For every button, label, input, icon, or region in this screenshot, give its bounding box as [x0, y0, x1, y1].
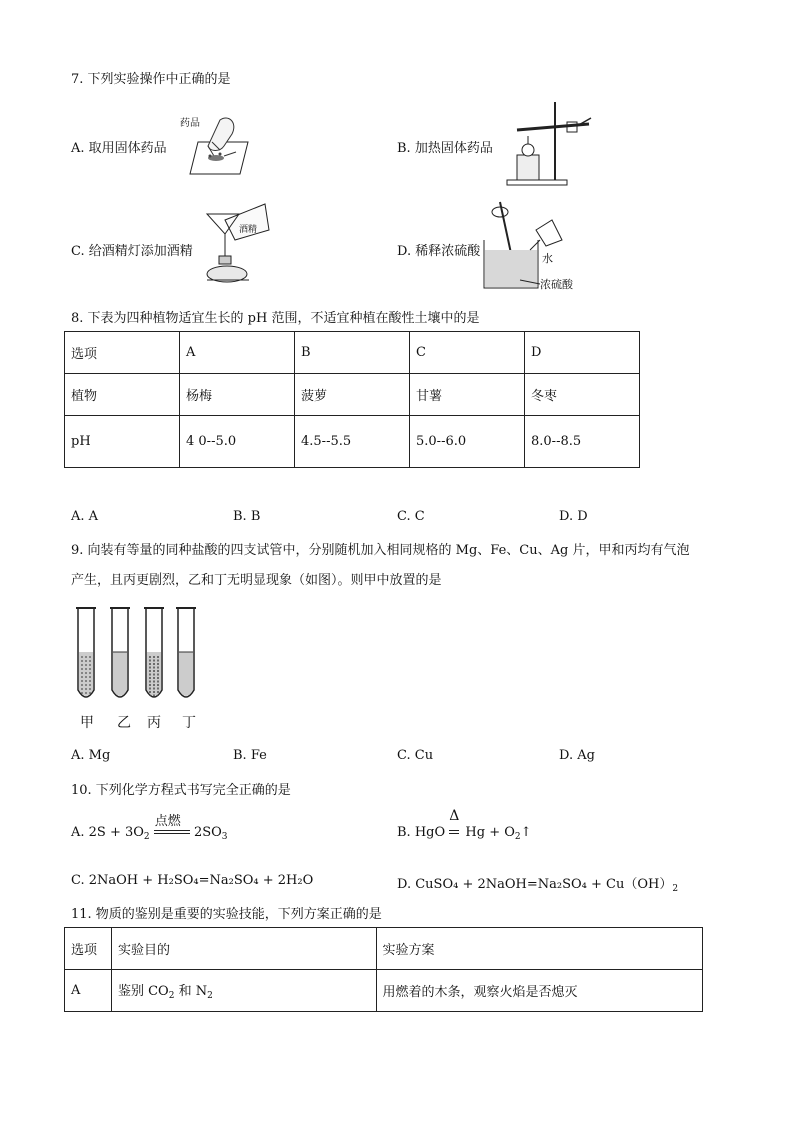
q8-option-b: B. B [233, 509, 261, 524]
q9-stem-line1: 9. 向装有等量的同种盐酸的四支试管中，分别随机加入相同规格的 Mg、Fe、Cu、Ag 片，甲和丙均有气泡 [71, 543, 690, 558]
q7-image-a-label: 药品 [180, 118, 200, 129]
q8-ph-table [64, 331, 640, 468]
test-tube-1-icon [76, 608, 96, 698]
q11-goal-subscript: 2 [168, 991, 175, 1001]
q10-d-subscript: 2 [672, 884, 679, 894]
q11-goal-prefix: 鉴别 CO [117, 984, 169, 999]
q9-option-d: D. Ag [559, 748, 595, 763]
equal-sign-line [154, 833, 190, 834]
q7-image-a-solid-medicine-icon [180, 112, 250, 178]
q10-option-b [397, 807, 532, 842]
table-cell: 植物 [65, 374, 180, 416]
table-cell: 选项 [65, 332, 180, 374]
q7-option-a: A. 取用固体药品 [71, 141, 167, 156]
table-cell: B [295, 332, 410, 374]
q7-image-d-water-label: 水 [542, 252, 553, 265]
test-tube-3-icon [144, 608, 164, 698]
table-header-cell: 实验方案 [376, 928, 702, 970]
table-cell: 用燃着的木条，观察火焰是否熄灭 [376, 970, 702, 1012]
table-cell: 杨梅 [180, 374, 295, 416]
q7-option-d: D. 稀释浓硫酸 [397, 244, 481, 259]
q10-a-reactants: A. 2S + 3O [71, 825, 144, 840]
q10-d-equation: D. CuSO₄ + 2NaOH=Na₂SO₄ + Cu（OH） [397, 877, 673, 892]
table-cell: 菠萝 [295, 374, 410, 416]
test-tube-4-icon [176, 608, 196, 697]
q10-b-condition-text: Δ [449, 807, 460, 824]
q10-a-product-subscript: 3 [221, 832, 228, 842]
equal-sign-line [449, 833, 459, 834]
q11-identification-table [64, 927, 703, 1012]
q10-option-a [71, 813, 228, 842]
q8-option-c: C. C [397, 509, 425, 524]
q10-b-products: Hg + O [465, 825, 515, 840]
q9-option-b: B. Fe [233, 748, 267, 763]
q10-b-condition [449, 807, 461, 840]
q10-b-gas-arrow: ↑ [520, 825, 532, 840]
table-cell: 4 0--5.0 [180, 416, 295, 468]
q10-b-subscript: 2 [514, 832, 521, 842]
equal-sign-line [449, 830, 459, 831]
q9-option-a: A. Mg [71, 748, 111, 763]
q7-stem: 7. 下列实验操作中正确的是 [71, 72, 231, 87]
table-cell: 8.0--8.5 [525, 416, 640, 468]
q9-tube-label-1: 甲 [80, 715, 94, 731]
q9-test-tubes-figure [70, 604, 210, 706]
q11-goal-subscript-2: 2 [207, 991, 213, 1001]
q11-stem: 11. 物质的鉴别是重要的实验技能，下列方案正确的是 [71, 907, 382, 922]
table-cell: 5.0--6.0 [410, 416, 525, 468]
q9-stem-line2: 产生，且丙更剧烈，乙和丁无明显现象（如图）。则甲中放置的是 [71, 573, 442, 588]
test-tube-2-icon [110, 608, 130, 697]
q10-a-subscript: 2 [143, 832, 150, 842]
table-row [65, 970, 703, 1012]
q7-option-c: C. 给酒精灯添加酒精 [71, 244, 193, 259]
table-cell: D [525, 332, 640, 374]
table-row [65, 374, 640, 416]
q7-image-d-dilute-acid-icon [480, 200, 590, 296]
equal-sign-line [154, 830, 190, 831]
q9-tube-label-2: 乙 [117, 715, 131, 731]
q10-option-d [397, 873, 678, 894]
q7-image-c-label: 酒精 [239, 225, 258, 235]
table-header-cell: 选项 [65, 928, 112, 970]
table-cell: A [65, 970, 112, 1012]
table-cell: pH [65, 416, 180, 468]
q8-option-a: A. A [71, 509, 99, 524]
q8-option-d: D. D [559, 509, 588, 524]
table-cell: 4.5--5.5 [295, 416, 410, 468]
q9-option-c: C. Cu [397, 748, 434, 763]
q9-tube-label-4: 丁 [182, 715, 196, 731]
q7-image-d-acid-label: 浓硫酸 [540, 278, 573, 291]
table-cell: 冬枣 [525, 374, 640, 416]
q7-image-b-heating-solid-icon [505, 100, 595, 188]
table-cell: A [180, 332, 295, 374]
q10-a-condition [154, 813, 190, 840]
q9-tube-label-3: 丙 [147, 715, 161, 731]
q10-a-condition-text: 点燃 [154, 813, 181, 829]
table-row [65, 416, 640, 468]
q10-stem: 10. 下列化学方程式书写完全正确的是 [71, 783, 291, 798]
q10-option-c: C. 2NaOH + H₂SO₄=Na₂SO₄ + 2H₂O [71, 873, 314, 888]
q10-a-product: 2SO [193, 825, 222, 840]
table-header-cell: 实验目的 [111, 928, 376, 970]
table-cell [111, 970, 376, 1012]
q10-b-reactant: B. HgO [397, 825, 446, 840]
q7-image-c-alcohol-lamp-icon [205, 200, 275, 286]
q8-stem: 8. 下表为四种植物适宜生长的 pH 范围，不适宜种植在酸性土壤中的是 [71, 311, 480, 326]
table-cell: 甘薯 [410, 374, 525, 416]
table-row [65, 332, 640, 374]
q11-goal-mid: 和 N [174, 984, 208, 999]
table-row [65, 928, 703, 970]
table-cell: C [410, 332, 525, 374]
q7-option-b: B. 加热固体药品 [397, 141, 493, 156]
